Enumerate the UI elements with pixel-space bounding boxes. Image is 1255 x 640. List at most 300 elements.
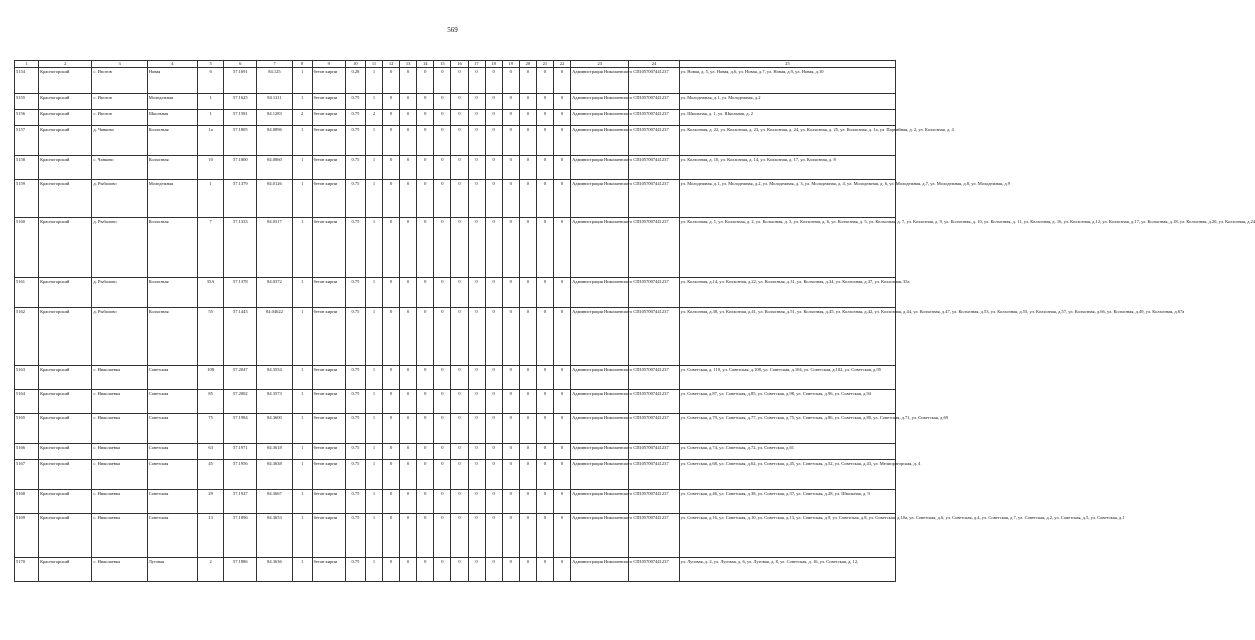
- latitude-cell: 57.1971: [224, 444, 257, 460]
- street-cell: Советская: [147, 414, 197, 444]
- ogrn-cell: 1057007441237: [629, 490, 679, 514]
- settlement-cell: с. Чанково: [92, 156, 147, 180]
- row-number: 5166: [15, 444, 39, 460]
- flag-cell: 0: [485, 414, 502, 444]
- flag-cell: 0: [383, 156, 400, 180]
- area-cell: 0.75: [345, 490, 365, 514]
- owner-cell: Администрация Николаевского СП: [571, 490, 629, 514]
- latitude-cell: 57.1805: [224, 126, 257, 156]
- container-count-cell: 1: [292, 460, 312, 490]
- surface-type-cell: бетон кирпи: [312, 110, 345, 126]
- flag-cell: 0: [451, 156, 468, 180]
- table-row: [15, 558, 896, 582]
- flag-cell: 0: [468, 308, 485, 366]
- flag-cell: 0: [536, 490, 553, 514]
- flag-cell: 1: [365, 308, 382, 366]
- column-header: 24: [629, 61, 679, 68]
- flag-cell: 0: [451, 558, 468, 582]
- house-cell: 108: [198, 366, 224, 390]
- house-cell: 1: [198, 180, 224, 218]
- flag-cell: 0: [434, 444, 451, 460]
- flag-cell: 0: [434, 156, 451, 180]
- latitude-cell: 57.1379: [224, 180, 257, 218]
- surface-type-cell: бетон кирпи: [312, 366, 345, 390]
- street-cell: Школьная: [147, 110, 197, 126]
- flag-cell: 0: [502, 308, 519, 366]
- owner-cell: Администрация Николаевского СП: [571, 68, 629, 94]
- ogrn-cell: 1057007441237: [629, 460, 679, 490]
- street-cell: Советская: [147, 490, 197, 514]
- addresses-cell: ул. Колхозная, д.14, ул. Колхозная, д.22, ул. Колхозная, д.31, ул. Колхозная, д.34, ул. Колхозная, д.37, ул. Колхозная, 35а: [679, 278, 895, 308]
- settlement-cell: с. Николаевка: [92, 490, 147, 514]
- district-cell: Красногорский: [39, 180, 92, 218]
- longitude-cell: 84.04622: [257, 308, 292, 366]
- flag-cell: 0: [536, 126, 553, 156]
- column-header: 11: [365, 61, 382, 68]
- flag-cell: 0: [468, 444, 485, 460]
- flag-cell: 0: [400, 366, 417, 390]
- container-count-cell: 1: [292, 490, 312, 514]
- district-cell: Красногорский: [39, 156, 92, 180]
- latitude-cell: 57.1581: [224, 110, 257, 126]
- flag-cell: 0: [400, 490, 417, 514]
- flag-cell: 0: [502, 156, 519, 180]
- flag-cell: 0: [417, 460, 434, 490]
- flag-cell: 0: [400, 558, 417, 582]
- table-row: [15, 68, 896, 94]
- ogrn-cell: 1057007441237: [629, 514, 679, 558]
- row-number: 5159: [15, 180, 39, 218]
- house-cell: 35А: [198, 278, 224, 308]
- flag-cell: 1: [365, 514, 382, 558]
- flag-cell: 0: [485, 390, 502, 414]
- flag-cell: 0: [451, 94, 468, 110]
- flag-cell: 0: [400, 156, 417, 180]
- owner-cell: Администрация Николаевского СП: [571, 126, 629, 156]
- flag-cell: 0: [519, 366, 536, 390]
- flag-cell: 0: [451, 68, 468, 94]
- flag-cell: 0: [468, 110, 485, 126]
- flag-cell: 0: [519, 218, 536, 278]
- flag-cell: 0: [519, 110, 536, 126]
- container-count-cell: 1: [292, 390, 312, 414]
- owner-cell: Администрация Николаевского СП: [571, 308, 629, 366]
- flag-cell: 0: [417, 278, 434, 308]
- latitude-cell: 57.1896: [224, 514, 257, 558]
- owner-cell: Администрация Николаевского СП: [571, 366, 629, 390]
- flag-cell: 0: [451, 490, 468, 514]
- flag-cell: 0: [553, 156, 570, 180]
- house-cell: 85: [198, 390, 224, 414]
- street-cell: Колхозная: [147, 156, 197, 180]
- house-cell: 7: [198, 218, 224, 278]
- flag-cell: 0: [485, 156, 502, 180]
- settlement-cell: с. Ипотов: [92, 94, 147, 110]
- flag-cell: 0: [434, 110, 451, 126]
- longitude-cell: 84.0126: [257, 180, 292, 218]
- flag-cell: 0: [519, 444, 536, 460]
- flag-cell: 0: [417, 180, 434, 218]
- flag-cell: 0: [468, 126, 485, 156]
- longitude-cell: 84.125: [257, 68, 292, 94]
- container-count-cell: 1: [292, 218, 312, 278]
- house-cell: 63: [198, 444, 224, 460]
- flag-cell: 0: [451, 126, 468, 156]
- longitude-cell: 84.3638: [257, 460, 292, 490]
- addresses-cell: ул. Луговая, д. 2, ул. Луговая, д. 6, ул. Луговая, д. 8, ул. Советская, д. 16, ул. Советская, д. 12,: [679, 558, 895, 582]
- settlement-cell: с. Николаевка: [92, 514, 147, 558]
- longitude-cell: 84.3573: [257, 390, 292, 414]
- district-cell: Красногорский: [39, 460, 92, 490]
- latitude-cell: 57.1333: [224, 218, 257, 278]
- flag-cell: 0: [553, 490, 570, 514]
- flag-cell: 0: [553, 68, 570, 94]
- district-cell: Красногорский: [39, 278, 92, 308]
- column-header: 10: [345, 61, 365, 68]
- flag-cell: 0: [519, 514, 536, 558]
- flag-cell: 0: [468, 278, 485, 308]
- row-number: 5156: [15, 110, 39, 126]
- flag-cell: 0: [485, 126, 502, 156]
- flag-cell: 0: [536, 180, 553, 218]
- street-cell: Колхозная: [147, 126, 197, 156]
- flag-cell: 0: [519, 180, 536, 218]
- surface-type-cell: бетон кирпи: [312, 490, 345, 514]
- longitude-cell: 84.1283: [257, 110, 292, 126]
- street-cell: Колхозная: [147, 218, 197, 278]
- flag-cell: 0: [400, 278, 417, 308]
- flag-cell: 0: [451, 514, 468, 558]
- flag-cell: 0: [468, 514, 485, 558]
- flag-cell: 0: [553, 218, 570, 278]
- area-cell: 0.75: [345, 278, 365, 308]
- flag-cell: 0: [417, 308, 434, 366]
- settlement-cell: с. Ипотов: [92, 110, 147, 126]
- area-cell: 0.28: [345, 68, 365, 94]
- owner-cell: Администрация Николаевского СП: [571, 460, 629, 490]
- flag-cell: 0: [502, 366, 519, 390]
- table-row: [15, 390, 896, 414]
- table-row: [15, 110, 896, 126]
- surface-type-cell: бетон кирпи: [312, 218, 345, 278]
- flag-cell: 1: [365, 390, 382, 414]
- flag-cell: 0: [383, 180, 400, 218]
- flag-cell: 0: [519, 278, 536, 308]
- column-header: 15: [434, 61, 451, 68]
- longitude-cell: 84.3554: [257, 366, 292, 390]
- table-row: [15, 366, 896, 390]
- container-count-cell: 1: [292, 514, 312, 558]
- flag-cell: 0: [502, 218, 519, 278]
- flag-cell: 0: [502, 490, 519, 514]
- flag-cell: 0: [519, 414, 536, 444]
- flag-cell: 0: [502, 180, 519, 218]
- longitude-cell: 84.0860: [257, 156, 292, 180]
- addresses-cell: ул. Молодежная, д.1, ул. Молодежная, д.2: [679, 94, 895, 110]
- flag-cell: 0: [553, 94, 570, 110]
- flag-cell: 1: [365, 444, 382, 460]
- latitude-cell: 57.1800: [224, 156, 257, 180]
- flag-cell: 0: [485, 490, 502, 514]
- flag-cell: 0: [400, 414, 417, 444]
- flag-cell: 0: [536, 444, 553, 460]
- column-header: 6: [224, 61, 257, 68]
- flag-cell: 0: [383, 444, 400, 460]
- settlement-cell: д. Рыбалово: [92, 218, 147, 278]
- flag-cell: 0: [400, 218, 417, 278]
- flag-cell: 0: [553, 390, 570, 414]
- flag-cell: 0: [451, 180, 468, 218]
- area-cell: 0.75: [345, 414, 365, 444]
- surface-type-cell: бетон кирпи: [312, 444, 345, 460]
- column-header: 12: [383, 61, 400, 68]
- table-row: [15, 490, 896, 514]
- longitude-cell: 84.3636: [257, 558, 292, 582]
- flag-cell: 0: [400, 390, 417, 414]
- area-cell: 0.75: [345, 94, 365, 110]
- flag-cell: 0: [434, 180, 451, 218]
- ogrn-cell: 1057007441237: [629, 308, 679, 366]
- longitude-cell: 84.0372: [257, 278, 292, 308]
- flag-cell: 0: [536, 558, 553, 582]
- house-cell: 1: [198, 94, 224, 110]
- latitude-cell: 57.1984: [224, 414, 257, 444]
- addresses-cell: ул. Советская, д.87, ул. Советская, д.85, ул. Советская, д.98, ул. Советская, д.96, ул. Советская, д.94: [679, 390, 895, 414]
- flag-cell: 0: [502, 278, 519, 308]
- column-header: 23: [571, 61, 629, 68]
- column-header: 22: [553, 61, 570, 68]
- flag-cell: 0: [451, 308, 468, 366]
- ogrn-cell: 1057007441237: [629, 180, 679, 218]
- surface-type-cell: бетон кирпи: [312, 460, 345, 490]
- row-number: 5154: [15, 68, 39, 94]
- flag-cell: 0: [536, 94, 553, 110]
- column-header: 14: [417, 61, 434, 68]
- flag-cell: 0: [519, 460, 536, 490]
- addresses-cell: ул. Советская, д.79, ул. Советская, д.77, ул. Советская, д.75, ул. Советская, д.86, ул. Советская, д.80, ул. Советская, д.71, ул. Советская, д.69: [679, 414, 895, 444]
- house-cell: 2: [198, 558, 224, 582]
- flag-cell: 0: [383, 558, 400, 582]
- latitude-cell: 57.1956: [224, 460, 257, 490]
- flag-cell: 0: [383, 460, 400, 490]
- flag-cell: 0: [502, 444, 519, 460]
- flag-cell: 0: [536, 366, 553, 390]
- row-number: 5170: [15, 558, 39, 582]
- flag-cell: 0: [451, 390, 468, 414]
- settlement-cell: с. Николаевка: [92, 444, 147, 460]
- flag-cell: 0: [468, 94, 485, 110]
- column-header: 8: [292, 61, 312, 68]
- house-cell: 10: [198, 156, 224, 180]
- district-cell: Красногорский: [39, 558, 92, 582]
- flag-cell: 0: [434, 68, 451, 94]
- flag-cell: 0: [451, 460, 468, 490]
- flag-cell: 0: [502, 68, 519, 94]
- ogrn-cell: 1057007441237: [629, 126, 679, 156]
- flag-cell: 0: [417, 490, 434, 514]
- surface-type-cell: бетон кирпи: [312, 156, 345, 180]
- row-number: 5168: [15, 490, 39, 514]
- area-cell: 0.75: [345, 110, 365, 126]
- flag-cell: 0: [553, 180, 570, 218]
- flag-cell: 0: [485, 68, 502, 94]
- flag-cell: 0: [519, 156, 536, 180]
- flag-cell: 0: [417, 156, 434, 180]
- table-row: [15, 278, 896, 308]
- flag-cell: 0: [485, 278, 502, 308]
- district-cell: Красногорский: [39, 218, 92, 278]
- flag-cell: 0: [417, 444, 434, 460]
- flag-cell: 0: [468, 414, 485, 444]
- settlement-cell: с. Николаевка: [92, 558, 147, 582]
- flag-cell: 0: [400, 126, 417, 156]
- flag-cell: 0: [502, 514, 519, 558]
- street-cell: Новая: [147, 68, 197, 94]
- owner-cell: Администрация Николаевского СП: [571, 514, 629, 558]
- flag-cell: 0: [468, 366, 485, 390]
- flag-cell: 0: [536, 110, 553, 126]
- surface-type-cell: бетон кирпи: [312, 180, 345, 218]
- addresses-cell: ул. Советская, д. 110, ул. Советская, д.108, ул. Советская, д.104, ул. Советская, д.102, ул. Советская, д.95: [679, 366, 895, 390]
- addresses-cell: ул. Молодежная, д.1, ул. Молодежная, д.2, ул. Молодежная, д. 3, ул. Молодежная, д. 4, ул. Молодежная, д. 6, ул. Молодежная, д.7, ул. Молодежная, д.8, ул. Молодежная, д.9: [679, 180, 895, 218]
- flag-cell: 0: [434, 390, 451, 414]
- flag-cell: 0: [553, 514, 570, 558]
- latitude-cell: 57.1691: [224, 68, 257, 94]
- district-cell: Красногорский: [39, 390, 92, 414]
- addresses-cell: ул. Колхозная, д. 22, ул. Колхозная, д. 23, ул. Колхозная, д. 24, ул. Колхозная, д. 25, ул. Колхозная, д. 1а, ул. Партийная, д. 2, ул. Колхозная, д. 4: [679, 126, 895, 156]
- area-cell: 0.75: [345, 558, 365, 582]
- flag-cell: 0: [383, 94, 400, 110]
- flag-cell: 0: [417, 414, 434, 444]
- flag-cell: 0: [485, 460, 502, 490]
- flag-cell: 0: [383, 366, 400, 390]
- row-number: 5165: [15, 414, 39, 444]
- table-row: [15, 156, 896, 180]
- flag-cell: 0: [485, 110, 502, 126]
- street-cell: Советская: [147, 444, 197, 460]
- street-cell: Советская: [147, 460, 197, 490]
- addresses-cell: ул. Колхозная, д. 1, ул. Колхозная, д. 2, ул. Колхозная, д. 3, ул. Колхозная, д. 6, ул. Колхозная, д. 5, ул. Колхозная, д. 7, ул. Колхозная, д. 9, ул. Колхозная, д. 10, ул. Колхозная, д. 11, ул. Колхозная, д. 16, ул. Колхозная, д.12, ул. Колхозная, д.17, ул. Колхозная, д.18, ул. Колхозная, д.20, ул. Колхозная, д.24: [679, 218, 895, 278]
- flag-cell: 1: [365, 366, 382, 390]
- addresses-cell: ул. Новая, д. 5, ул. Новая, д.6, ул. Новая, д.7, ул. Новая, д.9, ул. Новая, д.10: [679, 68, 895, 94]
- row-number: 5161: [15, 278, 39, 308]
- flag-cell: 0: [519, 558, 536, 582]
- flag-cell: 0: [485, 514, 502, 558]
- flag-cell: 1: [365, 414, 382, 444]
- column-header: 3: [92, 61, 147, 68]
- addresses-cell: ул. Колхозная, д.38, ул. Колхозная, д.41, ул. Колхозная, д.51, ул. Колхозная, д.45, ул. Колхозная, д.42, ул. Колхозная, д.44, ул. Колхозная, д.47, ул. Колхозная, д.53, ул. Колхозная, д.55, ул. Колхозная, д.57, ул. Колхозная, д.66, ул. Колхозная, д.49, ул. Колхозная, д.67а: [679, 308, 895, 366]
- surface-type-cell: бетон кирпи: [312, 94, 345, 110]
- house-cell: 1а: [198, 126, 224, 156]
- owner-cell: Администрация Николаевского СП: [571, 444, 629, 460]
- container-count-cell: 1: [292, 414, 312, 444]
- row-number: 5158: [15, 156, 39, 180]
- flag-cell: 0: [536, 414, 553, 444]
- flag-cell: 0: [485, 366, 502, 390]
- flag-cell: 0: [434, 514, 451, 558]
- flag-cell: 1: [365, 94, 382, 110]
- house-cell: 45: [198, 460, 224, 490]
- ogrn-cell: 1057007441237: [629, 366, 679, 390]
- flag-cell: 0: [536, 514, 553, 558]
- surface-type-cell: бетон кирпи: [312, 390, 345, 414]
- flag-cell: 0: [502, 94, 519, 110]
- flag-cell: 0: [553, 444, 570, 460]
- street-cell: Молодежная: [147, 94, 197, 110]
- longitude-cell: 84.3667: [257, 490, 292, 514]
- house-cell: 55: [198, 308, 224, 366]
- flag-cell: 0: [383, 390, 400, 414]
- owner-cell: Администрация Николаевского СП: [571, 278, 629, 308]
- flag-cell: 0: [400, 94, 417, 110]
- flag-cell: 0: [417, 110, 434, 126]
- flag-cell: 0: [502, 460, 519, 490]
- row-number: 5160: [15, 218, 39, 278]
- column-header: 18: [485, 61, 502, 68]
- latitude-cell: 57.1378: [224, 278, 257, 308]
- ogrn-cell: 1057007441237: [629, 444, 679, 460]
- flag-cell: 0: [451, 366, 468, 390]
- flag-cell: 0: [417, 218, 434, 278]
- flag-cell: 1: [365, 68, 382, 94]
- ogrn-cell: 1057007441237: [629, 414, 679, 444]
- flag-cell: 0: [417, 366, 434, 390]
- flag-cell: 0: [400, 68, 417, 94]
- container-count-cell: 1: [292, 278, 312, 308]
- surface-type-cell: бетон кирпи: [312, 514, 345, 558]
- flag-cell: 0: [434, 94, 451, 110]
- street-cell: Луговая: [147, 558, 197, 582]
- house-cell: 1: [198, 110, 224, 126]
- ogrn-cell: 1057007441237: [629, 390, 679, 414]
- owner-cell: Администрация Николаевского СП: [571, 180, 629, 218]
- owner-cell: Администрация Николаевского СП: [571, 218, 629, 278]
- owner-cell: Администрация Николаевского СП: [571, 390, 629, 414]
- longitude-cell: 84.3618: [257, 444, 292, 460]
- district-cell: Красногорский: [39, 94, 92, 110]
- flag-cell: 0: [553, 366, 570, 390]
- district-cell: Красногорский: [39, 490, 92, 514]
- longitude-cell: 84.0896: [257, 126, 292, 156]
- flag-cell: 0: [468, 156, 485, 180]
- flag-cell: 0: [519, 490, 536, 514]
- ogrn-cell: 1057007441237: [629, 156, 679, 180]
- area-cell: 0.75: [345, 308, 365, 366]
- flag-cell: 0: [468, 180, 485, 218]
- header-row: [15, 61, 896, 68]
- flag-cell: 0: [468, 68, 485, 94]
- container-count-cell: 1: [292, 94, 312, 110]
- settlement-cell: с. Николаевка: [92, 460, 147, 490]
- flag-cell: 0: [383, 414, 400, 444]
- area-cell: 0.75: [345, 390, 365, 414]
- street-cell: Советская: [147, 366, 197, 390]
- street-cell: Советская: [147, 514, 197, 558]
- flag-cell: 0: [502, 558, 519, 582]
- area-cell: 0.75: [345, 460, 365, 490]
- flag-cell: 0: [434, 218, 451, 278]
- latitude-cell: 57.1886: [224, 558, 257, 582]
- addresses-cell: ул. Советская, д.68, ул. Советская, д.62, ул. Советская, д.45, ул. Советская, д.52, ул. Советская, д.43, ул. Мелиораторская, д. 4: [679, 460, 895, 490]
- flag-cell: 0: [553, 126, 570, 156]
- flag-cell: 0: [553, 460, 570, 490]
- flag-cell: 0: [417, 126, 434, 156]
- flag-cell: 0: [417, 390, 434, 414]
- ogrn-cell: 1057007441237: [629, 218, 679, 278]
- district-cell: Красногорский: [39, 514, 92, 558]
- surface-type-cell: бетон кирпи: [312, 308, 345, 366]
- flag-cell: 0: [485, 444, 502, 460]
